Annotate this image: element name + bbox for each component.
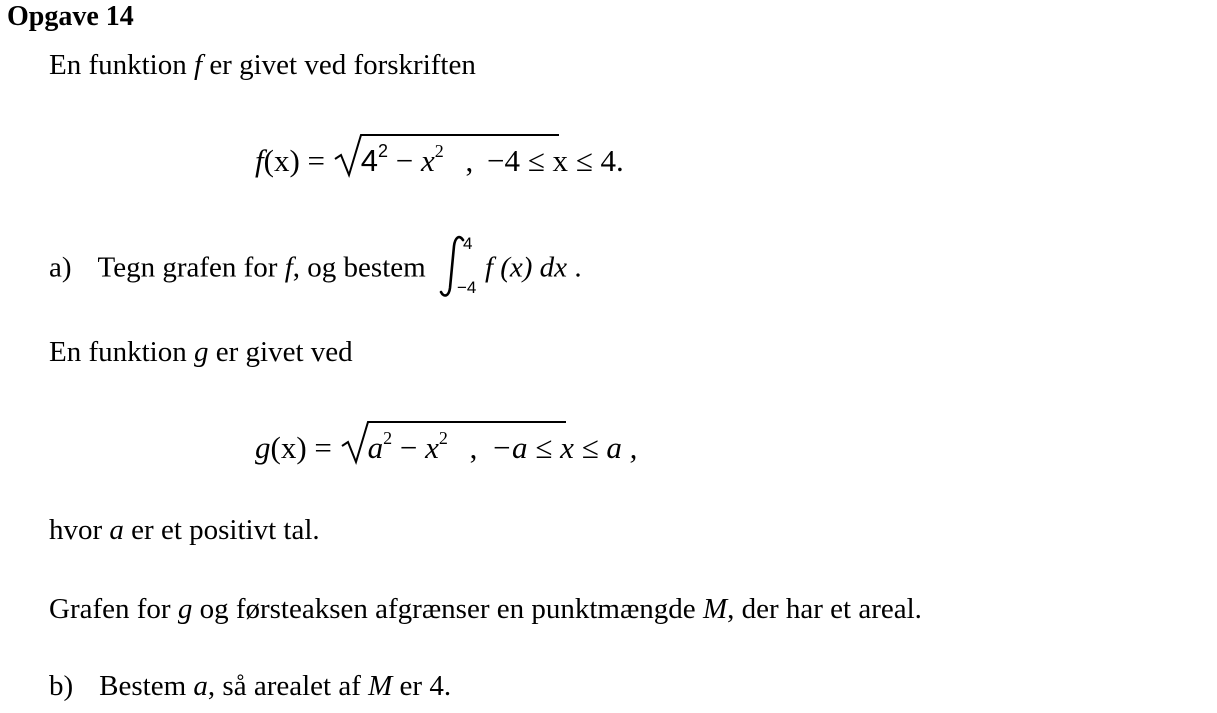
sqrt-sign-icon [333, 131, 563, 179]
region-var-m: M [702, 593, 728, 625]
g-rad-exp1: 2 [383, 427, 393, 448]
a-def-post: er et positivt tal. [123, 514, 320, 546]
part-b [49, 670, 451, 703]
region-description [49, 593, 922, 626]
part-a-var: f [284, 251, 293, 284]
part-b-mid: , så arealet af [207, 670, 369, 702]
part-b-post: er 4. [392, 670, 452, 702]
f-rad-exp1: 2 [378, 140, 389, 161]
f-intro-pre: En funktion [49, 49, 194, 81]
integral-lower: −4 [456, 278, 477, 297]
f-eq-lhs: f [255, 143, 264, 178]
g-sqrt [340, 424, 448, 466]
g-intro [49, 336, 353, 369]
exercise-title: Opgave 14 [7, 1, 134, 32]
f-rad-var: x [421, 143, 435, 178]
f-intro-post: er givet ved forskriften [202, 49, 476, 81]
g-intro-var: g [194, 336, 209, 368]
g-eq-domain: −a ≤ x ≤ a , [491, 430, 638, 465]
part-b-label: b) [49, 670, 74, 702]
a-def-var: a [109, 514, 124, 546]
g-eq-lhs: g [255, 430, 271, 465]
part-a [49, 234, 582, 297]
sqrt-sign-icon [340, 418, 570, 466]
part-b-pre: Bestem [99, 670, 194, 702]
integral [433, 234, 485, 297]
f-eq-arg: (x) [263, 143, 300, 178]
integral-integrand: f (x) dx [484, 251, 568, 284]
g-rad-var: x [425, 430, 439, 465]
f-equation [255, 137, 624, 179]
g-eq-sep: , [461, 430, 486, 465]
a-definition [49, 514, 320, 547]
f-eq-sep: , [457, 143, 482, 178]
integral-upper: 4 [462, 234, 473, 253]
region-pre: Grafen for [49, 593, 178, 625]
g-rad-minus: − [392, 430, 426, 465]
a-def-pre: hvor [49, 514, 110, 546]
f-rad-exp2: 2 [434, 140, 444, 161]
region-mid: og førsteaksen afgrænser en punktmængde [192, 593, 703, 625]
f-intro [49, 49, 476, 82]
f-rad-base: 4 [360, 143, 379, 178]
f-eq-equals: = [299, 143, 333, 178]
part-a-label: a) [49, 251, 72, 284]
region-var-g: g [177, 593, 193, 625]
part-b-var-m: M [368, 670, 393, 702]
f-intro-var: f [194, 49, 203, 81]
part-b-var-a: a [193, 670, 208, 702]
g-eq-equals: = [306, 430, 340, 465]
g-intro-pre: En funktion [49, 336, 194, 368]
g-rad-base: a [367, 430, 384, 465]
part-a-pre: Tegn grafen for [97, 251, 285, 284]
g-eq-arg: (x) [270, 430, 307, 465]
g-rad-exp2: 2 [438, 427, 448, 448]
f-rad-minus: − [388, 143, 422, 178]
f-eq-domain: −4 ≤ x ≤ 4. [487, 143, 624, 178]
part-a-end: . [567, 251, 582, 284]
f-sqrt [333, 137, 444, 179]
g-equation [255, 424, 637, 466]
region-post: , der har et areal. [727, 593, 922, 625]
g-intro-post: er givet ved [208, 336, 353, 368]
part-a-mid: , og bestem [292, 251, 433, 284]
